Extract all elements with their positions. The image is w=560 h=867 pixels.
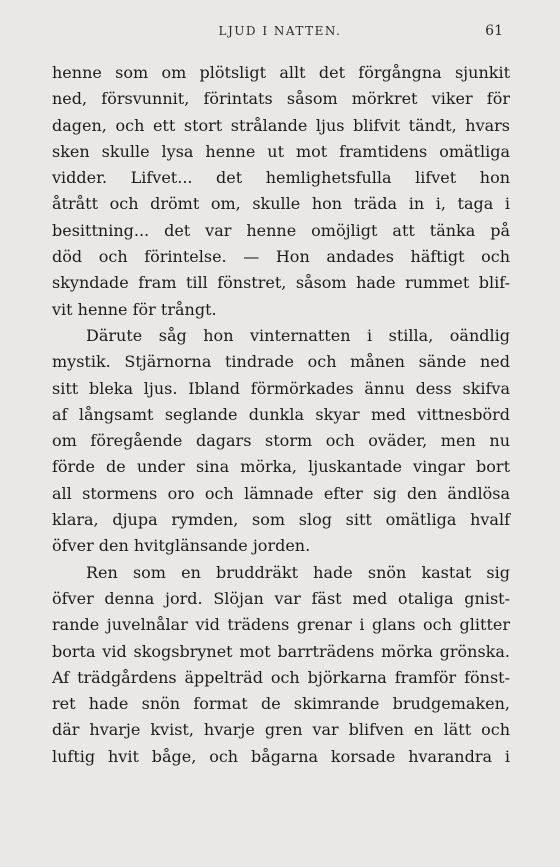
- page-header: [0, 24, 560, 46]
- text-line: vit henne för trångt.: [52, 299, 217, 319]
- body-text: [52, 60, 510, 770]
- text-line: ret hade snön format de skimrande brudgemaken,: [52, 694, 510, 714]
- text-line: där hvarje kvist, hvarje gren var blifven en lätt och: [52, 720, 510, 740]
- text-line: besittning... det var henne omöjligt att tänka på: [52, 220, 510, 240]
- text-line: om föregående dagars storm och oväder, men nu: [52, 431, 510, 451]
- page-number: 61: [485, 23, 503, 39]
- text-line: sken skulle lysa henne ut mot framtidens omätliga: [52, 141, 510, 161]
- text-line: åtrått och drömt om, skulle hon träda in i, taga i: [52, 194, 510, 214]
- text-line: henne som om plötsligt allt det förgångna sjunkit: [52, 63, 510, 82]
- text-line: död och förintelse. — Hon andades häftigt och: [52, 247, 510, 267]
- text-line: öfver den hvitglänsande jorden.: [52, 536, 311, 556]
- paragraph-first-line: Därute såg hon vinternatten i stilla, oändlig: [86, 325, 510, 345]
- text-line: skyndade fram till fönstret, såsom hade rummet blif-: [52, 273, 510, 293]
- running-title: LJUD I NATTEN.: [218, 24, 342, 38]
- text-line: luftig hvit båge, och bågarna korsade hvarandra i: [52, 746, 510, 766]
- text-line: borta vid skogsbrynet mot barrträdens mörka grönska.: [52, 641, 510, 661]
- text-line: vidder. Lifvet... det hemlighetsfulla lifvet hon: [52, 168, 510, 188]
- paragraph-first-line: Ren som en bruddräkt hade snön kastat sig: [86, 562, 510, 582]
- text-line: af långsamt seglande dunkla skyar med vittnesbörd: [52, 404, 510, 424]
- text-line: dagen, och ett stort strålande ljus blifvit tändt, hvars: [52, 115, 510, 135]
- text-line: klara, djupa rymden, som slog sitt omätliga hvalf: [52, 510, 510, 530]
- text-line: all stormens oro och lämnade efter sig den ändlösa: [52, 483, 510, 503]
- text-line: rande juvelnålar vid trädens grenar i glans och glitter: [52, 615, 510, 635]
- text-line: mystik. Stjärnorna tindrade och månen sände ned: [52, 352, 510, 372]
- text-line: förde de under sina mörka, ljuskantade vingar bort: [52, 457, 510, 477]
- text-line: öfver denna jord. Slöjan var fäst med otaliga gnist-: [52, 588, 510, 608]
- text-line: sitt bleka ljus. Ibland förmörkades ännu dess skifva: [52, 378, 510, 398]
- text-line: ned, försvunnit, förintats såsom mörkret viker för: [52, 89, 510, 109]
- text-line: Af trädgårdens äppelträd och björkarna framför fönst-: [52, 667, 510, 687]
